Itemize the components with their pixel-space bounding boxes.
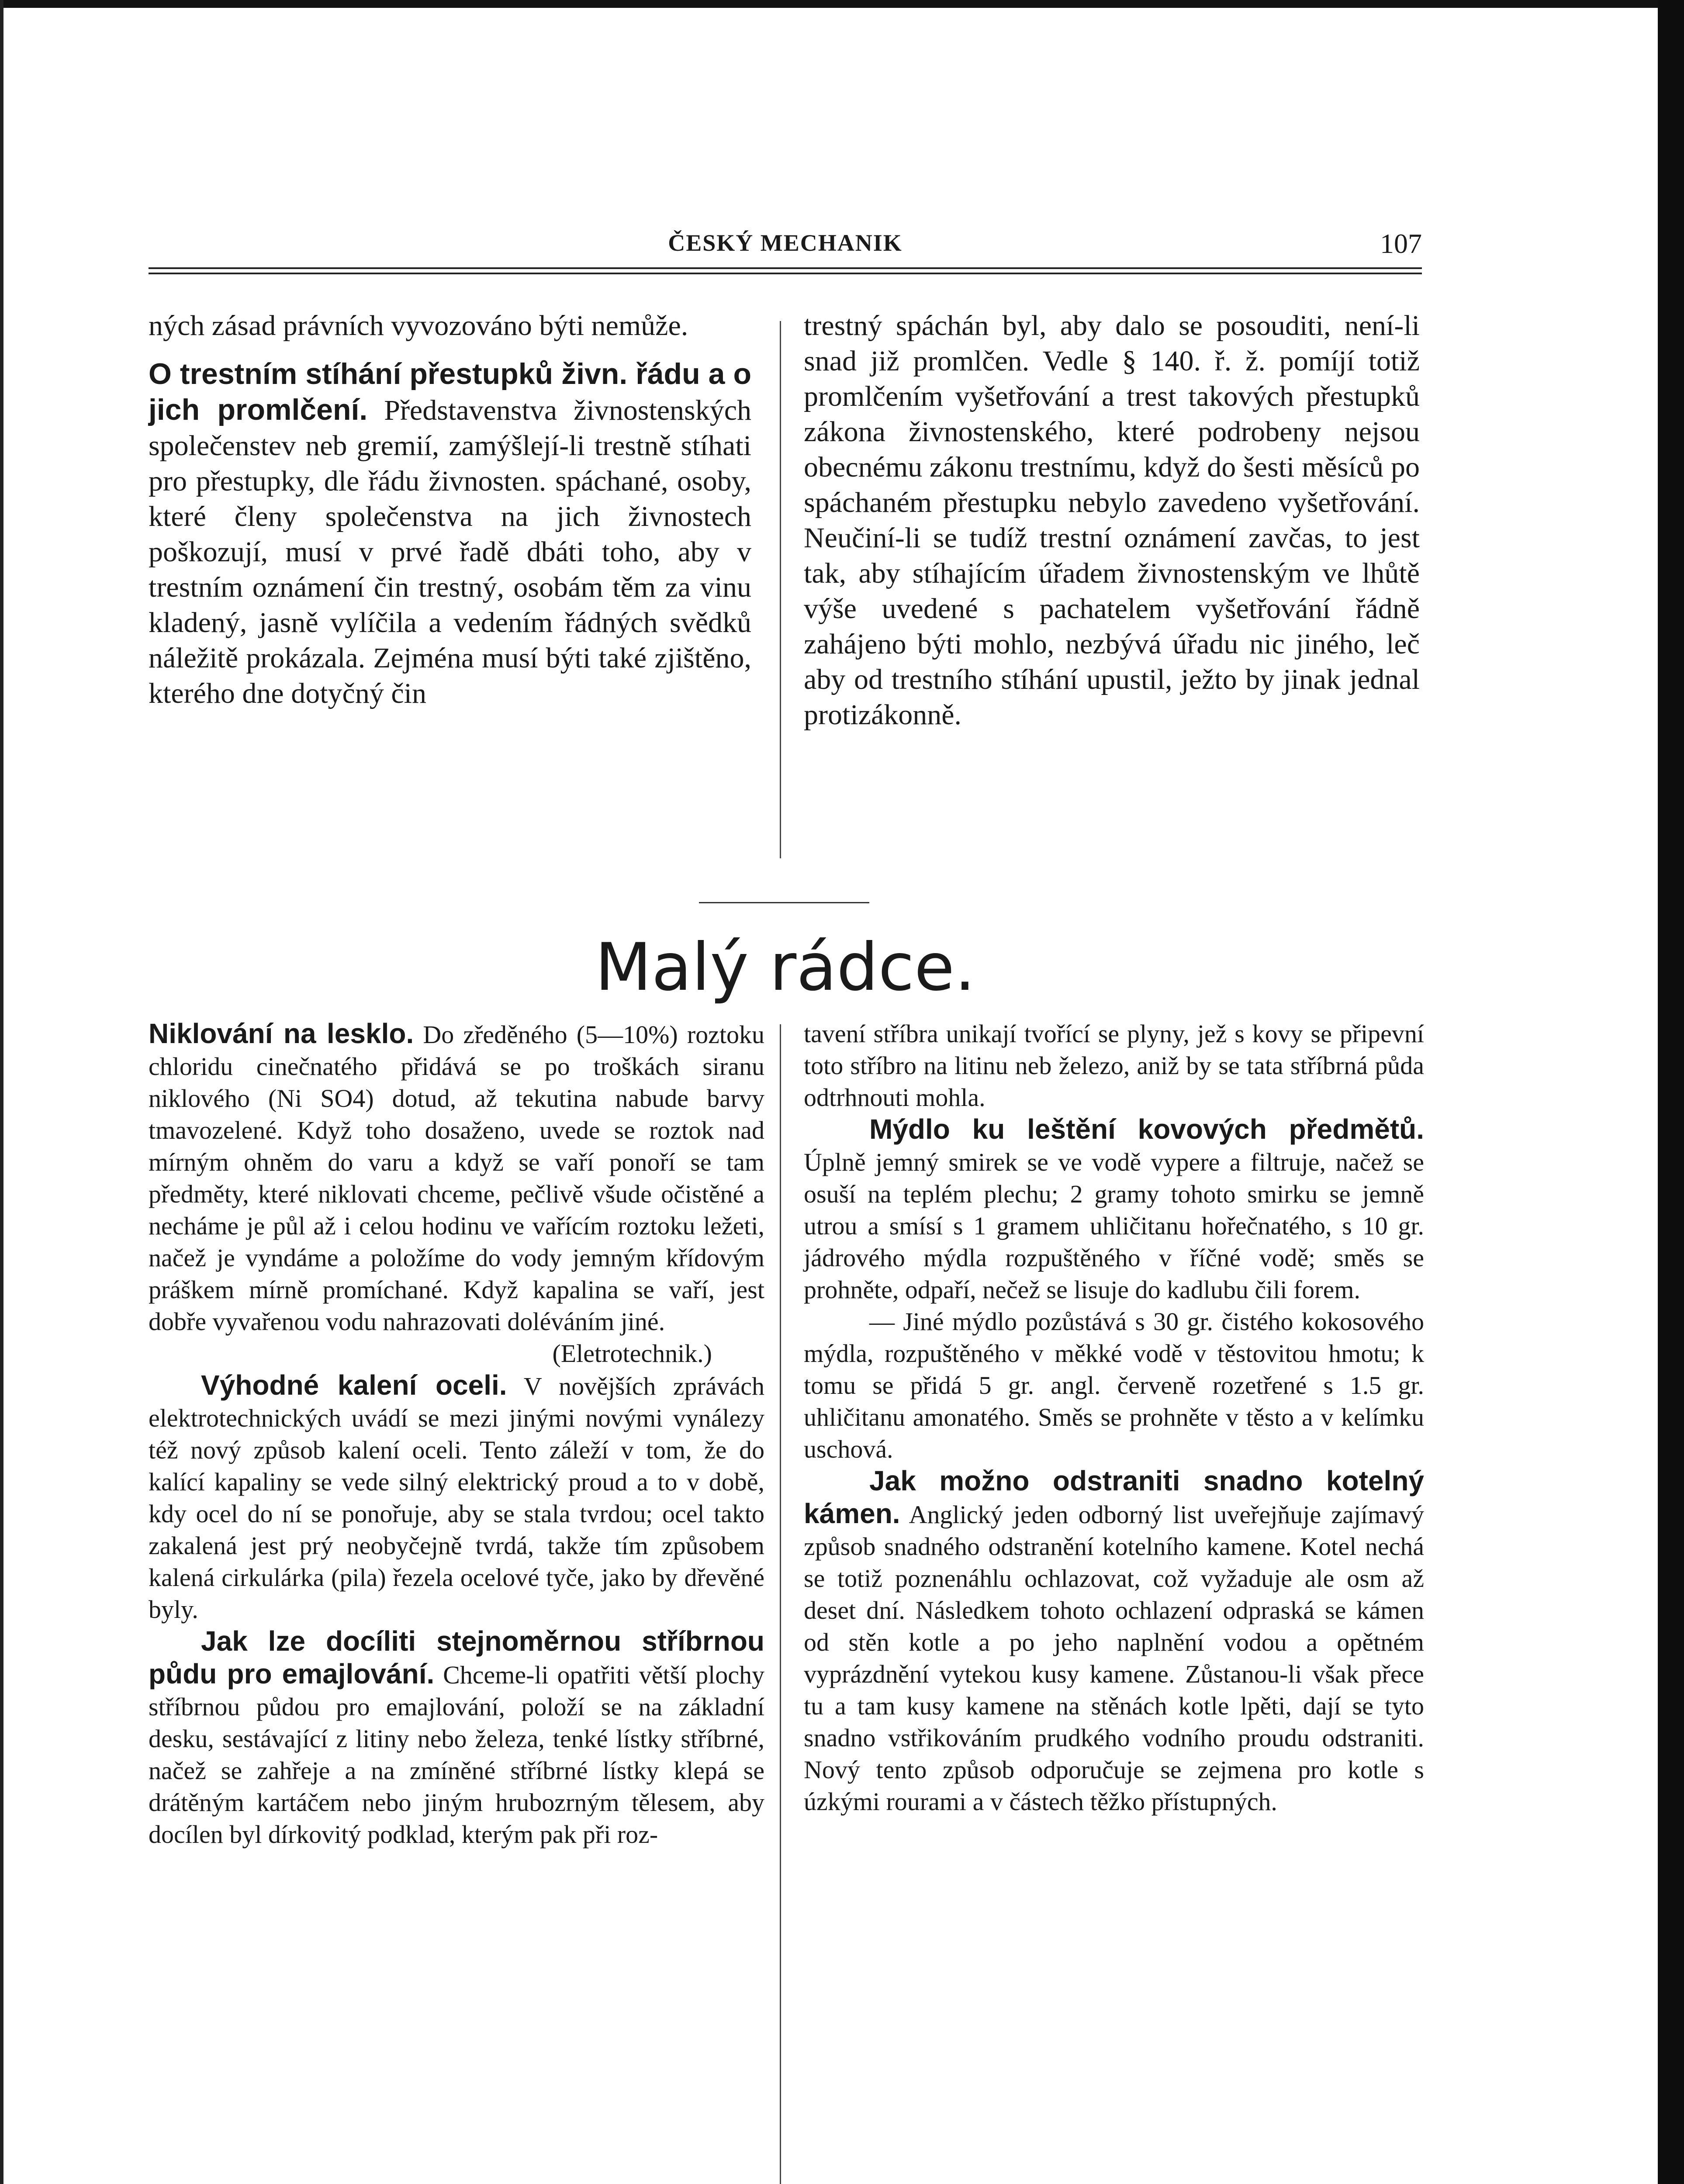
running-header <box>149 229 1422 260</box>
nikl-source: (Eletrotechnik.) <box>552 1339 712 1368</box>
kotel-heading: Jak možno odstraniti snadno kotelný kámen. <box>804 1465 1424 1529</box>
tips-left-column <box>149 1018 764 1850</box>
section-title: Malý rádce. <box>595 930 975 1006</box>
article1-body-left: Představenstva živnostenských společenstev neb gremií, zamýšlejí-li trestně stíhati pro přestupky, dle řádu živnosten. spáchané, osoby, které členy společenstva na jich živnostech poškozují, musí v prvé řadě dbáti toho, aby v trestním oznámení čin trestný, osobám těm za vinu kladený, jasně vylíčila a vedením řádných svědků náležitě prokázala. Zejména musí býti také zjištěno, kterého dne dotyčný čin <box>149 394 752 709</box>
article1-left-column <box>149 308 751 711</box>
column-divider-top <box>780 321 781 858</box>
kaleni-heading: Výhodné kalení oceli. <box>201 1369 507 1401</box>
tips-right-column <box>804 1018 1424 1818</box>
kaleni-text: V novějších zprávách elektrotechnických uvádí se mezi jinými novými vynálezy též nový způsob kalení oceli. Tento záleží v tom, že do kalící kapaliny se vede silný elektrický proud a to v době, kdy ocel do ní se ponořuje, aby se stala tvrdou; ocel takto zakalená jest prý neobyčejně tvrdá, takže tím způsobem kalená cirkulárka (pila) řezela ocelové tyče, jako by dřevěné byly. <box>149 1372 765 1624</box>
nikl-heading: Niklování na lesklo. <box>149 1018 414 1049</box>
article1-body-right: trestný spáchán byl, aby dalo se posouditi, není-li snad již promlčen. Vedle § 140. ř. ž. pomíjí totiž promlčením vyšetřování a trest takových přestupků zákona živnostenského, které podrobeny nejsou obecnému zákonu trestnímu, když do šesti měsíců po spáchaném přestupku nebylo zavedeno vyšetřování. Neučiní-li se tudíž trestní oznámení zavčas, to jest tak, aby stíhajícím úřadem živnostenským ve lhůtě výše uvedené s pachatelem vyšetřování řádně zahájeno býti mohlo, nezbývá úřadu nic jiného, leč aby od trestního stíhání upustil, ježto by jinak jednal protizákonně. <box>804 310 1420 731</box>
section-separator <box>699 902 869 903</box>
mydlo-text-2: — Jiné mýdlo pozůstává s 30 gr. čistého kokosového mýdla, rozpuštěného v měkké vodě v těstovitou hmotu; k tomu se přidá 5 gr. angl. červeně rozetřené s 1.5 gr. uhličitanu amonatého. Směs se prohněte v těsto a v kelímku uschová. <box>804 1307 1424 1463</box>
stribro-text: Chceme-li opatřiti větší plochy stříbrnou půdou pro emajlování, položí se na základní desku, sestávající z litiny nebo železa, tenké lístky stříbrné, načež se zahřeje a na zmíněné stříbrné lístky klepá se drátěným kartáčem nebo jiným hrubozrným tělesem, aby docílen byl dírkovitý podklad, kterým pak při roz- <box>149 1661 764 1849</box>
scan-right-edge <box>1658 0 1684 2184</box>
stribro-continued: tavení stříbra unikají tvořící se plyny, jež s kovy se připevní toto stříbro na litinu neb železo, aniž by se tata stříbrná půda odtrhnouti mohla. <box>804 1019 1424 1112</box>
article1-right-column <box>804 308 1420 733</box>
mydlo-text: Úplně jemný smirek se ve vodě vypere a filtruje, načež se osuší na teplém plechu; 2 gramy tohoto smirku se jemně utrou a smísí s 1 gramem uhličitanu hořečnatého, s 10 gr. jádrového mýdla rozpuštěného v říčné vodě; směs se prohněte, odpaří, nečež se lisuje do kadlubu čili forem. <box>804 1148 1424 1304</box>
article1-heading: O trestním stíhání přestupků živn. řádu a o jich promlčení. <box>149 357 751 426</box>
scan-left-edge <box>0 0 3 2184</box>
stribro-heading: Jak lze docíliti stejnoměrnou stříbrnou půdu pro emajlování. <box>149 1625 764 1690</box>
kotel-text: Anglický jeden odborný list uveřejňuje zajímavý způsob snadného odstranění kotelního kamene. Kotel nechá se totiž poznenáhlu ochlazovat, což vyžaduje ale osm až deset dní. Následkem tohoto ochlazení odpraská se kámen od stěn kotle a po jeho naplnění vodou a opětném vyprázdnění vytekou kusy kamene. Zůstanou-li však přece tu a tam kusy kamene na stěnách kotle lpěti, dají se tyto snadno vstřikováním prudkého vodního proudu odstraniti. Nový tento způsob odporučuje se zejmena pro kotle s úzkými rourami a v částech těžko přístupných. <box>804 1500 1424 1816</box>
header-rule-top <box>149 267 1422 269</box>
column-divider-bottom <box>780 1024 781 2184</box>
page-number: 107 <box>1380 228 1422 259</box>
nikl-text: Do zředěného (5—10%) roztoku chloridu cinečnatého přidává se po troškách siranu niklového (Ni SO4) dotud, až tekutina nabude barvy tmavozelené. Když toho dosaženo, uvede se roztok nad mírným ohněm do varu a když se vaří ponoří se tam předměty, které niklovati chceme, pečlivě všude očistěné a necháme je půl až i celou hodinu ve vařícím roztoku ležeti, načež je vyndáme a položíme do vody jemným křídovým práškem mírně promíchané. Když kapalina se vaří, jest dobře vyvařenou vodu nahrazovati doléváním jiné. <box>149 1020 764 1336</box>
scan-top-edge <box>0 0 1684 8</box>
article1-intro: ných zásad právních vyvozováno býti nemůže. <box>149 310 688 342</box>
mydlo-heading: Mýdlo ku leštění kovových předmětů. <box>869 1113 1424 1145</box>
header-rule-bottom <box>149 273 1422 274</box>
journal-title: ČESKÝ MECHANIK <box>668 230 903 256</box>
